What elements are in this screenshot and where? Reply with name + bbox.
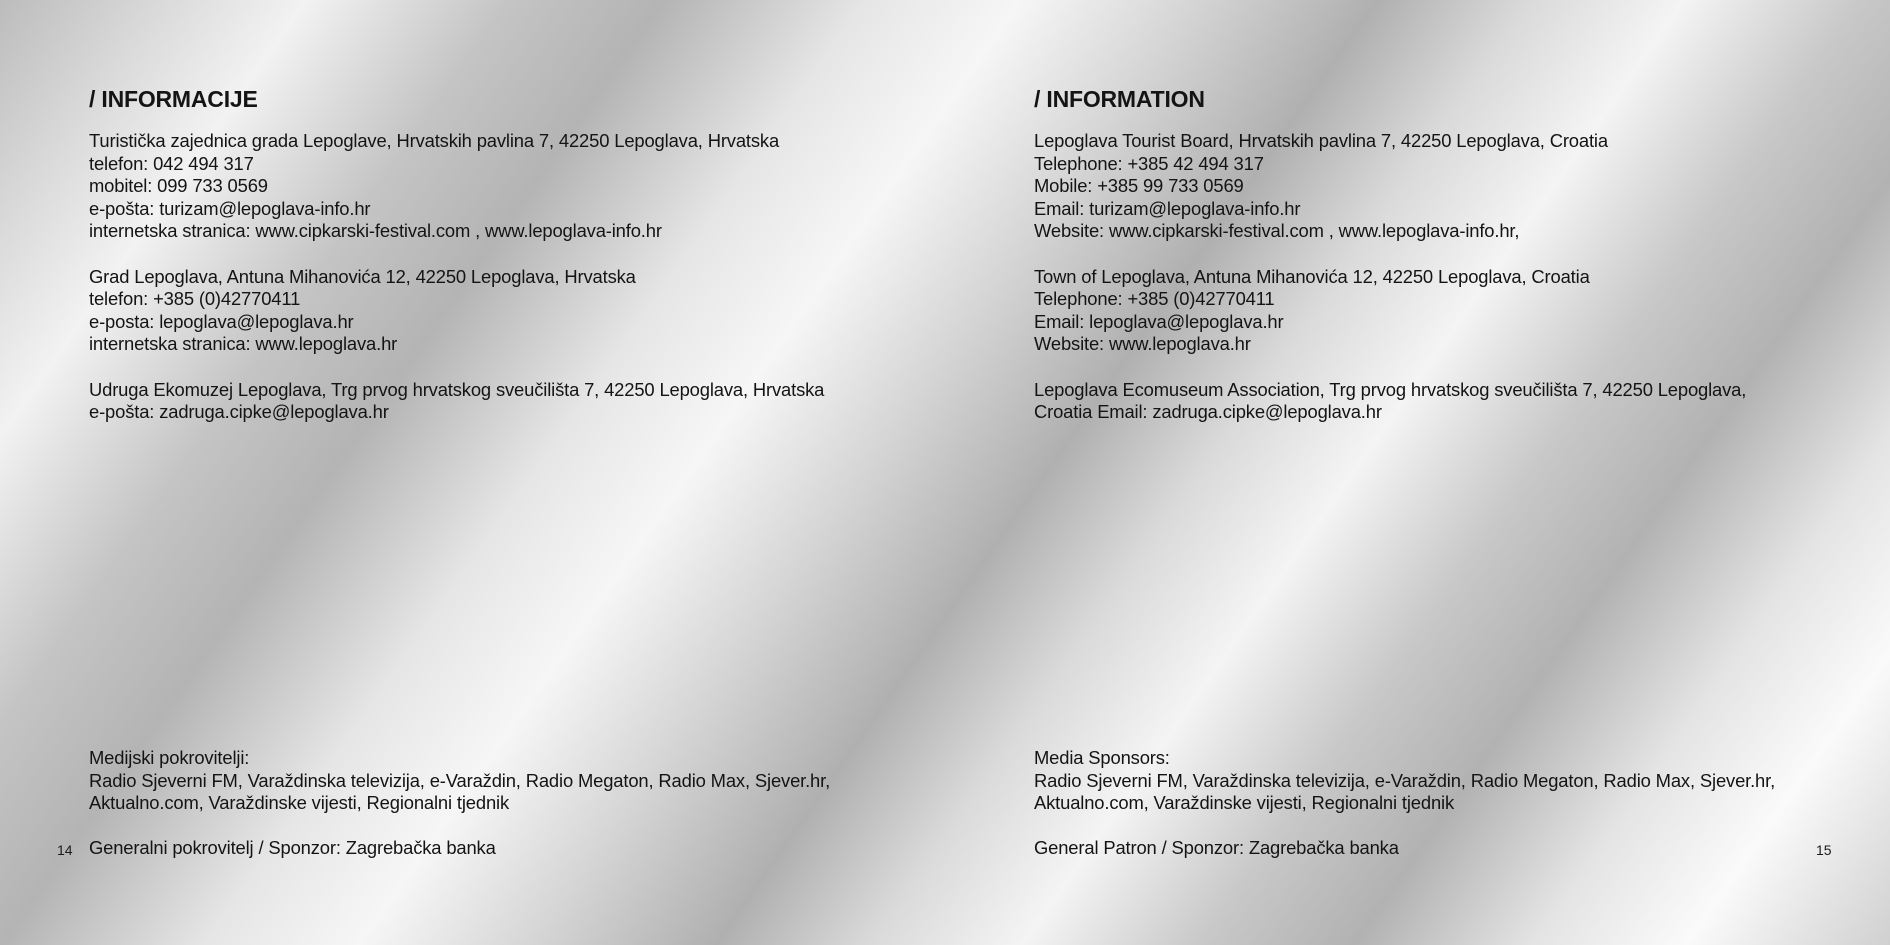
phone-line: Telephone: +385 (0)42770411 (1034, 288, 1275, 310)
website-line: internetska stranica: www.lepoglava.hr (89, 333, 398, 355)
contact-block-ecomuseum (89, 379, 824, 424)
email-line: Email: turizam@lepoglava-info.hr (1034, 197, 1301, 219)
contact-block-town (89, 266, 824, 356)
email-line: e-pošta: turizam@lepoglava-info.hr (89, 197, 371, 219)
address-line: Lepoglava Tourist Board, Hrvatskih pavlina 7, 42250 Lepoglava, Croatia (1034, 130, 1608, 151)
email-line: e-pošta: zadruga.cipke@lepoglava.hr (89, 401, 389, 423)
phone-line: Telephone: +385 42 494 317 (1034, 152, 1264, 174)
website-line: Website: www.cipkarski-festival.com , www.lepoglava-info.hr, (1034, 220, 1520, 242)
phone-line: telefon: +385 (0)42770411 (89, 288, 301, 310)
email-line: e-posta: lepoglava@lepoglava.hr (89, 310, 354, 332)
mobile-line: Mobile: +385 99 733 0569 (1034, 175, 1244, 197)
info-section-hr (89, 84, 824, 446)
media-sponsors-line: Radio Sjeverni FM, Varaždinska televizija, e-Varaždin, Radio Megaton, Radio Max, Sjever.hr, (89, 769, 831, 791)
contact-block-tourist-board (89, 130, 824, 243)
general-sponsor: Generalni pokrovitelj / Sponzor: Zagrebačka banka (89, 837, 496, 859)
website-line: Website: www.lepoglava.hr (1034, 333, 1251, 355)
page-heading: / INFORMATION (1034, 86, 1205, 112)
email-line: Email: lepoglava@lepoglava.hr (1034, 310, 1284, 332)
contact-block-ecomuseum (1034, 379, 1746, 424)
address-line: Lepoglava Ecomuseum Association, Trg prvog hrvatskog sveučilišta 7, 42250 Lepoglava, (1034, 378, 1747, 400)
page-number: 14 (57, 842, 73, 858)
media-sponsors-label: Media Sponsors: (1034, 747, 1170, 768)
media-sponsors-line: Aktualno.com, Varaždinske vijesti, Regionalni tjednik (89, 792, 510, 814)
website-line: internetska stranica: www.cipkarski-festival.com , www.lepoglava-info.hr (89, 220, 662, 242)
contact-block-tourist-board (1034, 130, 1746, 243)
media-sponsors-label: Medijski pokrovitelji: (89, 747, 250, 768)
media-sponsors-line: Aktualno.com, Varaždinske vijesti, Regionalni tjednik (1034, 792, 1455, 814)
right-page (945, 0, 1890, 945)
general-sponsor: General Patron / Sponzor: Zagrebačka banka (1034, 837, 1399, 859)
media-sponsors-line: Radio Sjeverni FM, Varaždinska televizija, e-Varaždin, Radio Megaton, Radio Max, Sjever.hr, (1034, 769, 1776, 791)
address-line: Town of Lepoglava, Antuna Mihanovića 12, 42250 Lepoglava, Croatia (1034, 265, 1590, 287)
address-line: Grad Lepoglava, Antuna Mihanovića 12, 42250 Lepoglava, Hrvatska (89, 265, 636, 287)
info-section-en (1034, 84, 1746, 446)
contact-block-town (1034, 266, 1746, 356)
mobile-line: mobitel: 099 733 0569 (89, 175, 268, 197)
phone-line: telefon: 042 494 317 (89, 152, 254, 174)
page-heading: / INFORMACIJE (89, 86, 258, 112)
page-number: 15 (1816, 842, 1832, 858)
sponsors-section-hr (89, 747, 830, 860)
sponsors-section-en (1034, 747, 1775, 860)
address-line: Turistička zajednica grada Lepoglave, Hrvatskih pavlina 7, 42250 Lepoglava, Hrvatska (89, 130, 780, 151)
address-email-line: Croatia Email: zadruga.cipke@lepoglava.hr (1034, 401, 1382, 423)
address-line: Udruga Ekomuzej Lepoglava, Trg prvog hrvatskog sveučilišta 7, 42250 Lepoglava, Hrvatska (89, 378, 825, 400)
